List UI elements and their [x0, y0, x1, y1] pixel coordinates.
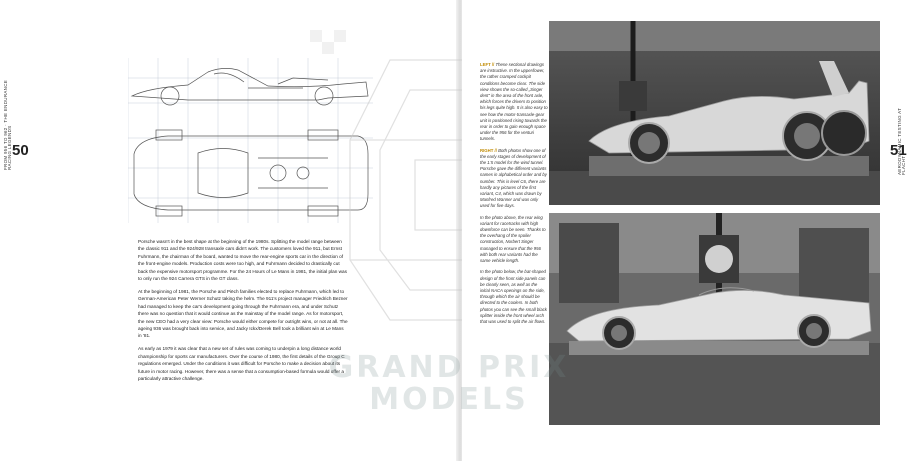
caption-tag: RIGHT //: [480, 147, 497, 153]
wind-tunnel-photo-top: [549, 21, 880, 205]
right-page-number: 51: [890, 142, 907, 159]
watermark-line: GRAND PRIX: [328, 350, 570, 385]
right-side-label: AERODYNAMIC TESTING AT FLACHT: [897, 107, 906, 175]
body-paragraph: At the beginning of 1981, the Porsche and Piëch families elected to replace Fuhrmann, which led to German-American Peter Werner Schutz taking the helm. The 911's project manager Friedrich Bezner had managed to keep the car's development going through the Fuhrmann era, and under Schutz there was no question that it would continue as the mainstay of the model range. As for motorsport, the new CEO had a very clear view: Porsche would either compete for outright wins, or not at all. The ageing 936 was brought back into service, and Jacky Ickx/Derek Bell took a brilliant win at Le Mans in '81.: [138, 288, 348, 339]
left-page-number: 50: [12, 142, 29, 159]
watermark: [318, 352, 580, 416]
caption-photo-above: In the photo above, the rear wing variant for racetracks with high downforce can be seen. Thanks to the overhang of the spoiler construction, Norbert Singer managed to ensure that the 956 with both rear variants had the same vehicle length.: [480, 214, 546, 264]
caption-text: These sectional drawings are instructive. In the upper/lower, the rather cramped cockpit conditions become clear. The side view shows the so-called „Singer dent" in the area of the front axle, which forces the drivers to position his legs quite high. It is also easy to see how the motor-transaxle-gear unit is positioned rising towards the rear in order to gain enough space under the 956 for the venturi tunnels.: [480, 62, 548, 142]
caption-column: [480, 62, 548, 330]
caption-text: Both photos show one of the early stages of development of the 1:5 model for the wind tunnel. Porsche gave the different variants names in alphabetical order and by number. This is level C6, there are hardly any pictures of the first variant, C4, which was drawn by Manfred Wanner and was only used for five days.: [480, 147, 547, 209]
watermark-line: MODELS: [369, 382, 529, 417]
body-paragraph: As early as 1979 it was clear that a new set of rules was coming to underpin a long distance world championship for sports car manufacturers. Over the course of 1980, the first details of the Group C regulations emerged. Under the conditions it was difficult for Porsche to make a decision about its future in motor racing. However, there was a sense that a consumption-based formula would offer a particularly attractive challenge.: [138, 346, 345, 381]
body-paragraph: Porsche wasn't in the best shape at the beginning of the 1980s. Splitting the model range between the classic 911 and the 924/928 transaxle cars didn't work. The customers loved the 911, but Ernst Fuhrmann, the chairman of the board, wanted to move the rear-engine sports car in the direction of the front-engine models. Production costs were too high, and Fuhrmann decided to drastically cut back the expensive motorsport programme. For the 24 Hours of Le Mans in 1981, the initial plan was to only run the 924 Carrera GTS in the GT class.: [138, 239, 347, 282]
wind-tunnel-photo-bottom: [549, 213, 880, 425]
left-side-label: FROM 956 TO 962 · THE ENDURANCE RACING LEGENDS: [3, 79, 12, 170]
wind-tunnel-model-image: [549, 21, 880, 205]
wind-tunnel-model-image: [549, 213, 880, 425]
caption-tag: LEFT //: [480, 62, 495, 67]
caption-right: [480, 148, 548, 210]
caption-photo-below: In the photo below, the bat-shaped design of the front side panels can be clearly seen, as well as the initial NACA openings on the side, through which the air should be directed to the coolers. In both photos you can see the small black splitter inside the front wheel arch that was used to split the air flows.: [480, 269, 547, 324]
caption-left: [480, 62, 548, 143]
